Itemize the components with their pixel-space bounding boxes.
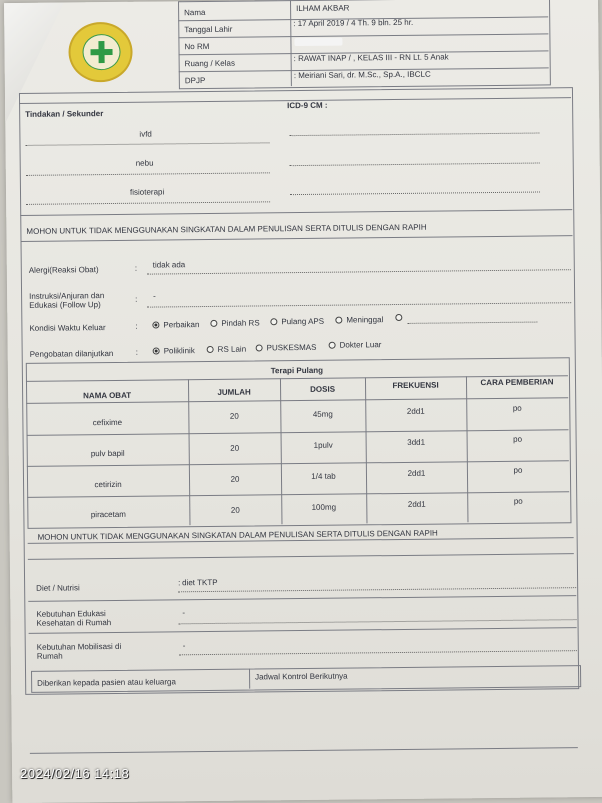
- pengobatan-colon: :: [135, 347, 138, 357]
- table-cell: 3dd1: [407, 437, 426, 447]
- instruksi-label-1: Instruksi/Anjuran dan: [29, 291, 105, 301]
- redacted-rm: [294, 38, 342, 47]
- table-cell: po: [513, 496, 523, 506]
- label-nama: Nama: [184, 8, 206, 18]
- option-rs-lain: RS Lain: [217, 344, 247, 354]
- radio-dokter-luar[interactable]: [329, 342, 336, 349]
- tindakan-item: fisioterapi: [129, 187, 165, 197]
- hospital-logo: [68, 22, 133, 83]
- edukasi-value: -: [182, 608, 186, 618]
- instruksi-colon: :: [135, 294, 138, 304]
- kondisi-label: Kondisi Waktu Keluar: [29, 323, 106, 333]
- label-no-rm: No RM: [184, 41, 210, 52]
- table-cell: 20: [230, 443, 240, 453]
- radio-rs-lain[interactable]: [207, 346, 214, 353]
- label-dpjp: DPJP: [184, 76, 206, 86]
- diet-colon: :: [178, 578, 181, 588]
- table-cell: 1pulv: [313, 440, 333, 450]
- table-cell: 20: [229, 411, 239, 421]
- kondisi-colon: :: [135, 321, 138, 331]
- instruksi-value: -: [153, 291, 156, 301]
- alergi-value: tidak ada: [152, 260, 186, 270]
- notice-text-2: MOHON UNTUK TIDAK MENGGUNAKAN SINGKATAN DALAM PENULISAN SERTA DITULIS DENGAN RAPIH: [37, 528, 438, 542]
- option-poliklinik: Poliklinik: [163, 346, 195, 356]
- table-cell: 1/4 tab: [311, 471, 336, 481]
- radio-poliklinik[interactable]: [153, 347, 160, 354]
- col-header-nama-obat: NAMA OBAT: [83, 390, 132, 401]
- option-perbaikan: Perbaikan: [163, 320, 200, 330]
- table-cell: po: [513, 465, 523, 475]
- icd-label: ICD-9 CM :: [287, 100, 328, 111]
- value-nama: ILHAM AKBAR: [296, 3, 350, 14]
- table-cell: po: [512, 403, 522, 413]
- diet-label: Diet / Nutrisi: [36, 583, 80, 593]
- terapi-title: Terapi Pulang: [270, 365, 324, 376]
- col-header-dosis: DOSIS: [310, 384, 336, 394]
- diberikan-label: Diberikan kepada pasien atau keluarga: [37, 677, 176, 688]
- option-dokter-luar: Dokter Luar: [339, 340, 382, 350]
- table-cell: 20: [230, 505, 240, 515]
- table-cell: 2dd1: [407, 499, 426, 509]
- radio-meninggal[interactable]: [335, 317, 342, 324]
- mobilisasi-label-2: Rumah: [36, 651, 63, 661]
- mobilisasi-label-1: Kebutuhan Mobilisasi di: [36, 641, 122, 652]
- option-pindah-rs: Pindah RS: [221, 318, 260, 328]
- table-cell: po: [513, 434, 523, 444]
- option-pulang-aps: Pulang APS: [281, 316, 325, 327]
- radio-puskesmas[interactable]: [256, 344, 263, 351]
- pengobatan-label: Pengobatan dilanjutkan: [29, 348, 114, 359]
- col-header-frekuensi: FREKUENSI: [392, 380, 439, 391]
- mobilisasi-value: -: [182, 641, 186, 651]
- option-meninggal: Meninggal: [346, 315, 384, 325]
- edukasi-label-2: Kesehatan di Rumah: [36, 618, 112, 628]
- tindakan-item: ivfd: [139, 129, 152, 139]
- form-sheet: [4, 0, 602, 803]
- radio-other[interactable]: [395, 314, 402, 321]
- instruksi-label-2: Edukasi (Follow Up): [29, 300, 101, 310]
- table-cell: cefixime: [92, 417, 123, 428]
- alergi-label: Alergi(Reaksi Obat): [28, 265, 99, 275]
- diet-value: diet TKTP: [182, 577, 218, 588]
- table-cell: pulv bapil: [90, 448, 125, 459]
- label-tanggal-lahir: Tanggal Lahir: [184, 24, 233, 35]
- table-cell: 20: [230, 474, 240, 484]
- table-cell: 2dd1: [406, 406, 425, 416]
- radio-pindah-rs[interactable]: [210, 320, 217, 327]
- value-ruang: : RAWAT INAP / , KELAS III - RN Lt. 5 Anak: [293, 52, 449, 64]
- col-header-cara-pemberian: CARA PEMBERIAN: [480, 377, 554, 388]
- table-cell: 45mg: [312, 409, 333, 419]
- option-puskesmas: PUSKESMAS: [266, 342, 317, 353]
- tindakan-label: Tindakan / Sekunder: [25, 109, 104, 119]
- table-cell: piracetam: [90, 509, 126, 520]
- table-cell: 100mg: [311, 502, 337, 512]
- value-tanggal-lahir: : 17 April 2019 / 4 Th. 9 bln. 25 hr.: [293, 17, 414, 29]
- notice-text: MOHON UNTUK TIDAK MENGGUNAKAN SINGKATAN DALAM PENULISAN SERTA DITULIS DENGAN RAPIH: [26, 222, 427, 236]
- col-header-jumlah: JUMLAH: [217, 387, 251, 397]
- table-cell: cetirizin: [94, 479, 122, 490]
- radio-perbaikan[interactable]: [152, 322, 159, 329]
- tindakan-item: nebu: [135, 158, 154, 168]
- jadwal-label: Jadwal Kontrol Berikutnya: [255, 671, 348, 682]
- value-dpjp: : Meiriani Sari, dr. M.Sc., Sp.A., IBCLC: [293, 69, 431, 81]
- label-ruang: Ruang / Kelas: [184, 58, 235, 69]
- photo-timestamp: 2024/02/16 14:18: [20, 766, 130, 781]
- table-cell: 2dd1: [407, 468, 426, 478]
- alergi-colon: :: [134, 263, 138, 273]
- edukasi-label-1: Kebutuhan Edukasi: [36, 609, 106, 619]
- radio-pulang-aps[interactable]: [270, 318, 277, 325]
